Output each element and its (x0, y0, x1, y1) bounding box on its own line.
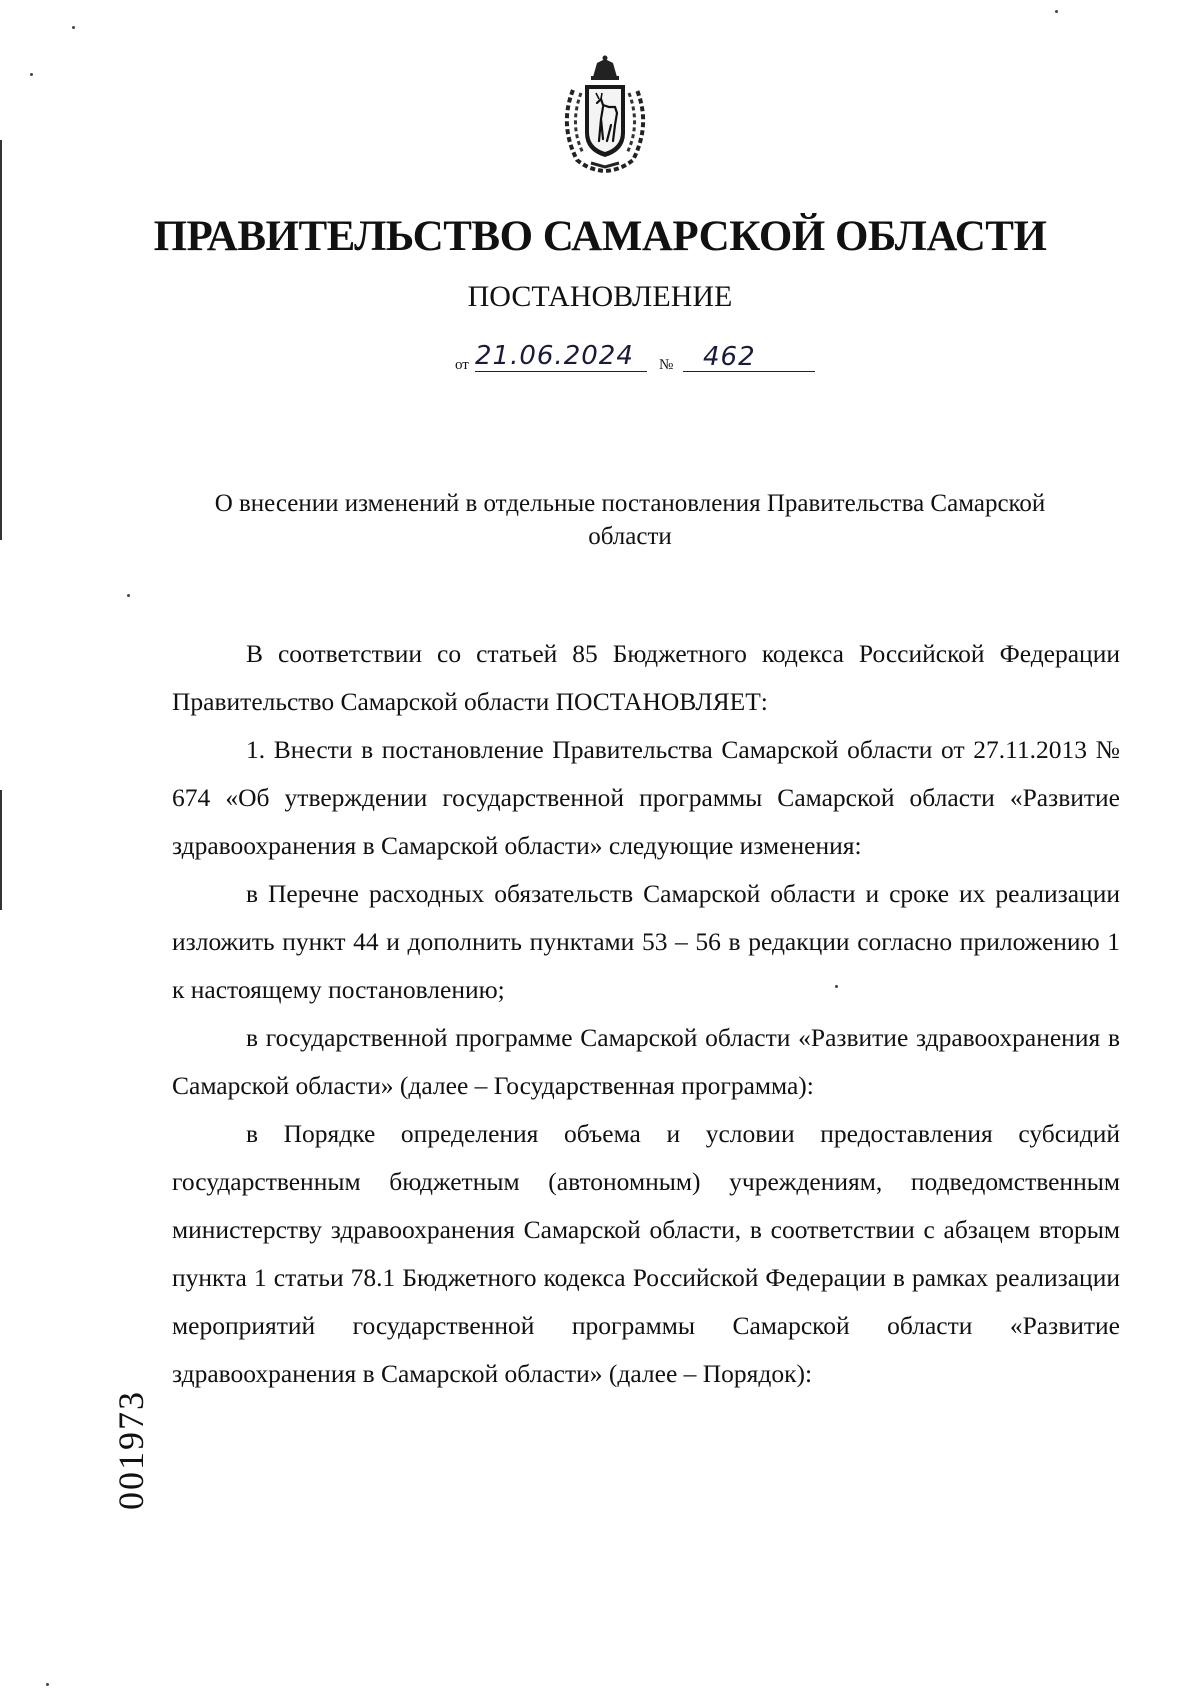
paragraph: в Перечне расходных обязательств Самарской области и сроке их реализации изложить пункт 44 и дополнить пунктами 53 – 56 в редакции согласно приложению 1 к настоящему постановлению; (172, 879, 1120, 1004)
scan-speck (127, 594, 130, 597)
paragraph: в Порядке определения объема и условии предоставления субсидий государственным бюджетным (автономным) учреждениям, подведомственным министерству здравоохранения Самарской области, в соответствии с абзацем вторым пункта 1 статьи 78.1 Бюджетного кодекса Российской Федерации в рамках реализации мероприятий государственной программы Самарской области «Развитие здравоохранения в Самарской области» (далее – Порядок): (172, 1119, 1120, 1388)
scan-margin-line (0, 140, 2, 540)
samara-coat-of-arms-icon (555, 55, 655, 175)
government-title: ПРАВИТЕЛЬСТВО САМАРСКОЙ ОБЛАСТИ (153, 213, 1047, 260)
paragraph: 1. Внести в постановление Правительства Самарской области от 27.11.2013 № 674 «Об утверждении государственной программы Самарской области «Развитие здравоохранения в Самарской области» следующие изменения: (172, 735, 1120, 860)
number-label: № (659, 357, 674, 373)
scan-speck (1055, 10, 1058, 13)
scan-margin-line (0, 790, 2, 910)
paragraph: В соответствии со статьей 85 Бюджетного кодекса Российской Федерации Правительство Самарской области ПОСТАНОВЛЯЕТ: (172, 639, 1120, 716)
document-type: ПОСТАНОВЛЕНИЕ (467, 280, 733, 313)
number-value: 462 (683, 342, 815, 372)
scan-speck (46, 1683, 49, 1686)
date-label: от (455, 357, 469, 373)
paragraph: в государственной программе Самарской области «Развитие здравоохранения в Самарской области» (далее – Государственная программа): (172, 1023, 1120, 1100)
scan-speck (30, 73, 33, 76)
date-value: 21.06.2024 (475, 341, 647, 372)
date-number-line (455, 338, 855, 378)
document-body (172, 630, 1120, 1398)
registration-number: 001973 (111, 1390, 151, 1510)
document-subject: О внесении изменений в отдельные постановления Правительства Самарской области (214, 490, 1046, 550)
scan-speck (72, 26, 75, 29)
